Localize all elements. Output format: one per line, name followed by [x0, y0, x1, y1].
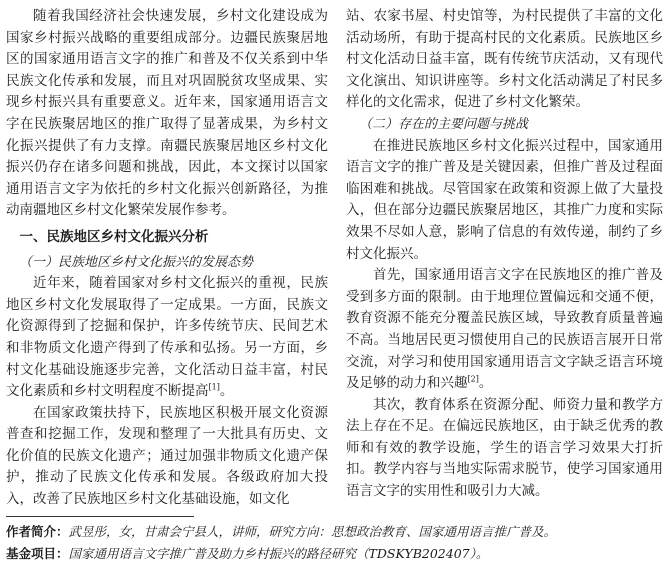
citation-ref: [1]: [208, 382, 220, 392]
footnote-divider: [6, 516, 194, 517]
paragraph-development-trend: [6, 273, 328, 403]
paragraph-text: 首先，国家通用语言文字在民族地区的推广普及受到多方面的限制。由于地理位置偏远和交通不便，教育资源不能充分覆盖民族区域，导致教育质量普遍不高。当地居民更习惯使用自己的民族语言展开日常交流，对学习和使用国家通用语言文字缺乏语言环境及足够的动力和兴趣: [346, 267, 663, 392]
author-label: 作者简介：: [6, 524, 69, 539]
author-note: [6, 522, 663, 542]
author-text: 武昱彤，女，甘肃会宁县人，讲师，研究方向：思想政治教育、国家通用语言推广普及。: [68, 524, 557, 539]
left-column: [6, 6, 328, 511]
intro-paragraph: 随着我国经济社会快速发展，乡村文化建设成为国家乡村振兴战略的重要组成部分。边疆民族聚居地区的国家通用语言文字的推广和普及不仅关系到中华民族文化传承和发展，而且对巩固脱贫攻坚成果、实现乡村振兴具有重要意义。近年来，国家通用语言文字在民族聚居地区的推广取得了显著成果，为乡村文化振兴提供了有力支撑。南疆民族聚居地区乡村文化振兴仍存在诸多问题和挑战，因此，本文探讨以国家通用语言文字为依托的乡村文化振兴创新路径，为推动南疆地区乡村文化繁荣发展作参考。: [6, 8, 328, 219]
paragraph-second-limitation: 其次，教育体系在资源分配、师资力量和教学方法上存在不足。在偏远民族地区，由于缺乏优秀的教师和有效的教学设施，学生的语言学习效果大打折扣。教学内容与当地实际需求脱节，使学习国家通用语言文字的实用性和吸引力大减。: [346, 396, 663, 500]
paragraph-policy-support: 在国家政策扶持下，民族地区积极开展文化资源普查和挖掘工作，发现和整理了一大批具有历史、文化价值的民族文化遗产；通过加强非物质文化遗产保护，推动了民族文化传承和发展。各级政府加大投入，改善了民族地区乡村文化基础设施，如文化: [6, 404, 328, 508]
fund-text: 国家通用语言文字推广普及助力乡村振兴的路径研究（TDSKYB202407）。: [68, 546, 489, 561]
citation-ref: [2]: [467, 374, 479, 384]
paragraph-end: 。: [219, 383, 234, 400]
paragraph-first-limitation: [346, 265, 663, 395]
paragraph-challenges: 在推进民族地区乡村文化振兴过程中，国家通用语言文字的推广普及是关键因素，但推广普及过程面临困难和挑战。尽管国家在政策和资源上做了大量投入，但在部分边疆民族聚居地区，其推广力度和实际效果不尽如人意，影响了信息的有效传递，制约了乡村文化振兴。: [346, 137, 663, 262]
right-column: [346, 6, 663, 503]
fund-label: 基金项目：: [6, 546, 69, 561]
subsection-heading-development: （一）民族地区乡村文化振兴的发展态势: [19, 254, 254, 270]
section-heading: 一、民族地区乡村文化振兴分析: [19, 228, 209, 245]
fund-note: [6, 544, 663, 564]
paragraph-text: 近年来，随着国家对乡村文化振兴的重视，民族地区乡村文化发展取得了一定成果。一方面，民族文化资源得到了挖掘和保护，许多传统节庆、民间艺术和非物质文化遗产得到了传承和弘扬。另一方面，乡村文化基础设施逐步完善，文化活动日益丰富，村民文化素质和乡村文明程度不断提高: [6, 275, 328, 400]
paragraph-end: 。: [478, 375, 493, 392]
paragraph-continuation: 站、农家书屋、村史馆等，为村民提供了丰富的文化活动场所，有助于提高村民的文化素质。民族地区乡村文化活动日益丰富，既有传统节庆活动，又有现代文化演出、知识讲座等。乡村文化活动满足了村民多样化的文化需求，促进了乡村文化繁荣。: [346, 8, 663, 111]
subsection-heading-problems: （二）存在的主要问题与挑战: [359, 116, 529, 132]
